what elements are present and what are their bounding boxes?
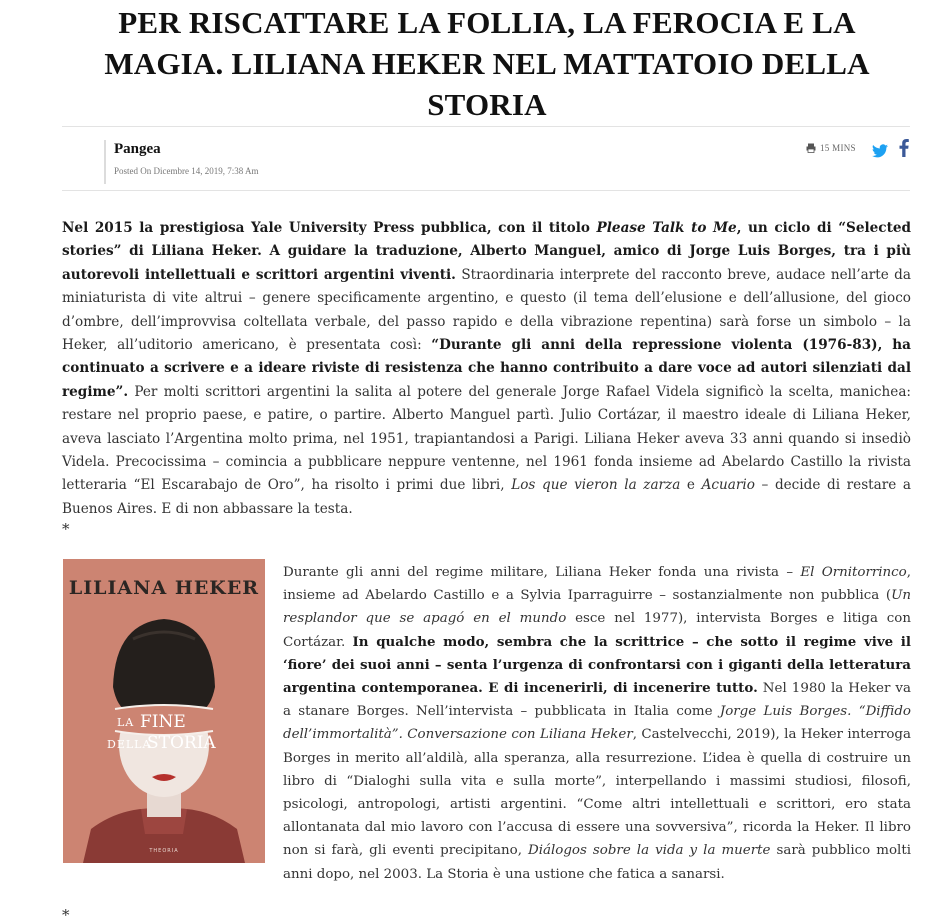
- p2-magazine-title: El Ornitorrinco: [800, 565, 907, 580]
- p2-text-1: Durante gli anni del regime militare, Liliana Heker fonda una rivista –: [283, 565, 801, 580]
- intro-text-4: – decide di restare a Buenos Aires. E di non abbassare la testa.: [62, 477, 912, 517]
- section-separator: *: [62, 520, 70, 538]
- article-title: PER RISCATTARE LA FOLLIA, LA FEROCIA E LA MAGIA. LILIANA HEKER NEL MATTATOIO DELLA STORIA: [104, 5, 870, 122]
- p2-interview-title: Jorge Luis Borges. “Diffido dell’immortalità”. Conversazione con Liliana Heker: [283, 704, 911, 743]
- intro-book-title: Please Talk to Me: [596, 220, 737, 236]
- twitter-icon[interactable]: [872, 143, 888, 157]
- print-icon[interactable]: [806, 143, 816, 153]
- intro-book-2: Acuario: [701, 477, 755, 494]
- reading-time-label: 15 MINS: [820, 143, 856, 153]
- author-accent-bar: [104, 140, 106, 184]
- p2-dialogues-title: Diálogos sobre la vida y la muerte: [528, 843, 771, 859]
- header-divider-bottom: [62, 190, 910, 191]
- intro-book-1: Los que vieron la zarza: [511, 477, 681, 494]
- book-title-storia: STORIA: [147, 733, 216, 753]
- book-cover-image[interactable]: [63, 559, 265, 863]
- book-cover-publisher: THEORIA: [149, 848, 179, 854]
- intro-text-1: Straordinaria interprete del racconto breve, audace nell’arte da miniaturista di vite altrui – genere specificamente argentino, e questo (il tema dell’elusione e dell’allusione, del gioco d’ombre, dell’improvvisa coltellata verbale, del passo rapido e della vibrazione repentina) sarà forse un simbolo – la Heker, all’uditorio americano, è presentata così:: [62, 266, 911, 354]
- p2-text-4: Nel 1980 la Heker va a stanare Borges. Nell’intervista – pubblicata in Italia come: [283, 681, 911, 720]
- p2-bold: In qualche modo, sembra che la scrittrice – che sotto il regime vive il ‘fiore’ dei suoi anni – senta l’urgenza di confrontarsi con i giganti della letteratura argentina contemporanea. E di incenerirli, di incenerire tutto.: [283, 633, 911, 697]
- intro-quote: “Durante gli anni della repressione violenta (1976-83), ha continuato a scrivere e a ideare riviste di resistenza che hanno contribuito a dare voce ad autori silenziati dal regime”.: [62, 337, 911, 400]
- p2-book-title: Un resplandor que se apagó en el mundo: [283, 588, 911, 627]
- intro-paragraph: [62, 217, 911, 521]
- book-cover-author: LILIANA HEKER: [68, 577, 260, 599]
- section-separator-2: *: [62, 906, 70, 924]
- intro-bold-1: Nel 2015 la prestigiosa Yale University Press pubblica, con il titolo: [62, 220, 597, 236]
- facebook-icon[interactable]: [899, 139, 909, 157]
- second-paragraph: [283, 561, 911, 886]
- intro-bold-2: , un ciclo di “Selected stories” di Liliana Heker. A guidare la traduzione, Alberto Manguel, amico di Jorge Luis Borges, tra i più autorevoli intellettuali e scrittori argentini viventi.: [62, 220, 912, 283]
- book-cover-art: [63, 559, 265, 863]
- intro-text-2: Per molti scrittori argentini la salita al potere del generale Jorge Rafael Videla significò la scelta, manichea: restare nel proprio paese, e patire, o partire. Alberto Manguel partì. Julio Cortázar, il maestro ideale di Liliana Heker, aveva lasciato l’Argentina molto prima, nel 1951, trapiantandosi a Parigi. Liliana Heker aveva 33 anni quando si insediò Videla. Precocissima – comincia a pubblicare neppure ventenne, nel 1961 fonda insieme ad Abelardo Castillo la rivista letteraria “El Escarabajo de Oro”, ha risolto i primi due libri,: [62, 383, 911, 494]
- book-title-la: LA: [117, 716, 135, 729]
- book-title-della: DELLA: [107, 738, 152, 751]
- p2-text-5: , Castelvecchi, 2019), la Heker interroga Borges in merito all’aldilà, alla speranza, alla resurrezione. L’idea è quella di costruire un libro di “Dialoghi sulla vita e sulla morte”, interpellando i massimi studiosi, filosofi, psicologi, antropologi, artisti argentini. “Come altri intellettuali e scrittori, ero stata allontanata dal mio lavoro con l’accusa di essere una sovversiva”, ricorda la Heker. Il libro non si farà, gli eventi precipitano,: [283, 727, 911, 859]
- reading-time: [806, 143, 856, 153]
- intro-text-3: e: [680, 477, 702, 494]
- header-divider-top: [62, 126, 910, 127]
- author-name[interactable]: Pangea: [114, 141, 161, 157]
- post-date: Posted On Dicembre 14, 2019, 7:38 Am: [114, 166, 259, 176]
- p2-text-3: esce nel 1977), intervista Borges e litiga con Cortázar.: [283, 611, 911, 650]
- book-title-fine: FINE: [140, 712, 186, 732]
- p2-text-6: sarà pubblico molti anni dopo, nel 2003. La Storia è una ustione che fatica a sanarsi.: [283, 843, 911, 882]
- p2-text-2: , insieme ad Abelardo Castillo e a Sylvia Iparraguirre – sostanzialmente non pubblica (: [283, 565, 911, 604]
